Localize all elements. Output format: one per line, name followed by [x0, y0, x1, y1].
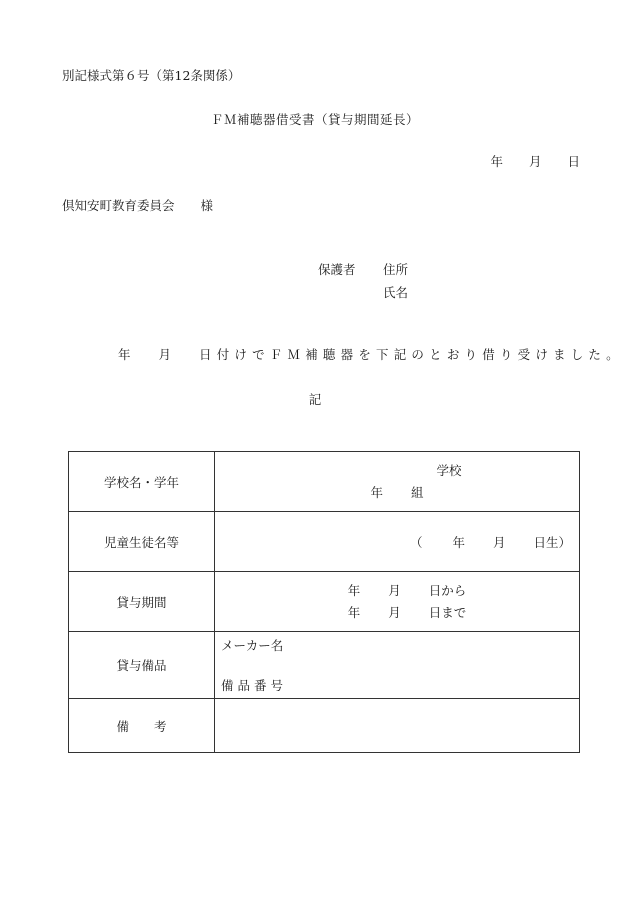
name-label: 氏名 [383, 285, 409, 300]
table-row-equipment [69, 632, 580, 699]
table-row-student [69, 512, 580, 572]
period-from-line [215, 580, 579, 602]
birth-month: 月 [493, 534, 506, 550]
statement-month: 月 [158, 347, 172, 362]
grade-year-label: 年 [370, 484, 383, 500]
birth-day: 日生） [533, 534, 572, 550]
table-row-school [69, 452, 580, 512]
remarks-label: 備 考 [69, 699, 215, 753]
student-name-label: 児童生徒名等 [69, 512, 215, 572]
birth-year: 年 [452, 534, 466, 550]
addressee [62, 196, 213, 214]
form-number-label: 別記様式第６号（第12条関係） [62, 68, 241, 83]
equipment-number-label: 備品番号 [221, 678, 288, 693]
statement [118, 345, 624, 363]
statement-year: 年 [118, 347, 131, 362]
ki-mark: 記 [308, 392, 322, 407]
detail-table [68, 451, 580, 753]
to-year: 年 [347, 604, 361, 620]
maker-name-label: メーカー名 [221, 638, 284, 653]
birthdate-line [215, 533, 579, 551]
equipment-label: 貸与備品 [69, 632, 215, 699]
date-year: 年 [490, 154, 503, 169]
date-month: 月 [528, 154, 542, 169]
period-to-line [215, 602, 579, 624]
to-month: 月 [388, 604, 401, 620]
addressee-honorific: 様 [200, 198, 214, 213]
grade-class-line [215, 482, 579, 504]
table-row-remarks [69, 699, 580, 753]
birth-open-paren: （ [410, 534, 423, 550]
table-row-period [69, 572, 580, 632]
from-month: 月 [388, 582, 401, 598]
school-grade-cell [215, 452, 580, 512]
statement-body: 日付けでＦＭ補聴器を下記のとおり借り受けました。 [199, 347, 624, 362]
loan-period-label: 貸与期間 [69, 572, 215, 632]
equipment-cell [215, 632, 580, 699]
to-day: 日まで [428, 604, 467, 620]
student-name-cell [215, 512, 580, 572]
school-grade-label: 学校名・学年 [69, 452, 215, 512]
loan-period-cell [215, 572, 580, 632]
date-day: 日 [567, 154, 580, 169]
class-label: 組 [411, 484, 424, 500]
guardian-label: 保護者 [318, 262, 356, 277]
school-suffix: 学校 [436, 462, 462, 478]
from-year: 年 [347, 582, 361, 598]
address-label: 住所 [383, 262, 409, 277]
date-line [490, 152, 580, 170]
document-title: ＦＭ補聴器借受書（貸与期間延長） [210, 112, 419, 127]
addressee-name: 倶知安町教育委員会 [62, 198, 175, 213]
from-day: 日から [428, 582, 467, 598]
remarks-cell [215, 699, 580, 753]
